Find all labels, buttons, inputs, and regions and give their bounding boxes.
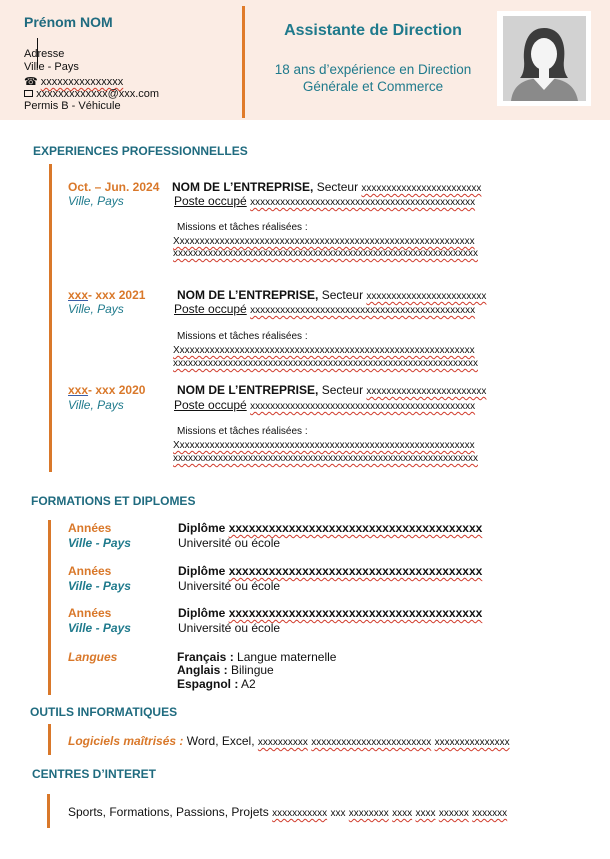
missions-label: Missions et tâches réalisées : [177, 426, 308, 437]
phone-icon: ☎ [24, 76, 38, 88]
education-place: Ville - Pays [68, 536, 131, 550]
experience-place: Ville, Pays [68, 398, 124, 412]
diploma-line: Diplôme xxxxxxxxxxxxxxxxxxxxxxxxxxxxxxxxxxxxxx [178, 521, 483, 535]
license-text: Permis B - Véhicule [24, 100, 121, 112]
experience-position-line: Poste occupé xxxxxxxxxxxxxxxxxxxxxxxxxxxxxxxxxxxxxxxxxxxxx [174, 302, 476, 316]
phone-number: xxxxxxxxxxxxxxx [40, 76, 124, 88]
profile-photo[interactable] [503, 16, 586, 101]
mission-line: Xxxxxxxxxxxxxxxxxxxxxxxxxxxxxxxxxxxxxxxxxxxxxxxxxxxxxxxxxxxx [173, 345, 475, 356]
diploma-line: Diplôme xxxxxxxxxxxxxxxxxxxxxxxxxxxxxxxxxxxxxx [178, 606, 483, 620]
tools-line: Logiciels maîtrisés : Word, Excel, xxxxxxxxxx xxxxxxxxxxxxxxxxxxxxxxxx xxxxxxxxxxxxxxx [68, 734, 510, 748]
school-name: Université ou école [178, 621, 281, 635]
interests-line: Sports, Formations, Passions, Projets xxxxxxxxxxx xxx xxxxxxxx xxxx xxxx xxxxxx xxxxxxx [68, 805, 508, 819]
header-divider [242, 6, 245, 118]
mission-line: Xxxxxxxxxxxxxxxxxxxxxxxxxxxxxxxxxxxxxxxxxxxxxxxxxxxxxxxxxxxx [173, 236, 475, 247]
experience-place: Ville, Pays [68, 302, 124, 316]
experience-line-1: 18 ans d’expérience en Direction [274, 62, 472, 77]
language-item: Français : Langue maternelle [177, 650, 337, 664]
missions-label: Missions et tâches réalisées : [177, 222, 308, 233]
computer-icon [24, 90, 33, 97]
section-title-interests: CENTRES D’INTERET [32, 767, 157, 781]
candidate-name: Prénom NOM [24, 14, 113, 30]
diploma-line: Diplôme xxxxxxxxxxxxxxxxxxxxxxxxxxxxxxxxxxxxxx [178, 564, 483, 578]
interests-bar [47, 794, 50, 828]
avatar-placeholder-icon [503, 16, 586, 101]
education-timeline-bar [48, 520, 51, 695]
education-years: Années [68, 606, 112, 620]
experience-company-line: NOM DE L’ENTREPRISE, Secteur xxxxxxxxxxxxxxxxxxxxxxxx [172, 180, 482, 194]
education-years: Années [68, 521, 112, 535]
experience-company-line: NOM DE L’ENTREPRISE, Secteur xxxxxxxxxxxxxxxxxxxxxxxx [177, 288, 487, 302]
education-years: Années [68, 564, 112, 578]
experience-place: Ville, Pays [68, 194, 124, 208]
experience-position-line: Poste occupé xxxxxxxxxxxxxxxxxxxxxxxxxxxxxxxxxxxxxxxxxxxxx [174, 398, 476, 412]
mission-line: xxxxxxxxxxxxxxxxxxxxxxxxxxxxxxxxxxxxxxxxxxxxxxxxxxxxxxxxxxxxx [173, 453, 478, 464]
phone-line [24, 75, 123, 88]
languages-label: Langues [68, 650, 118, 664]
language-item: Espagnol : A2 [177, 677, 256, 691]
education-place: Ville - Pays [68, 621, 131, 635]
experience-position-line: Poste occupé xxxxxxxxxxxxxxxxxxxxxxxxxxxxxxxxxxxxxxxxxxxxx [174, 194, 476, 208]
driving-license [24, 100, 121, 112]
experience-date: xxx- xxx 2021 [68, 288, 146, 302]
tools-bar [48, 724, 51, 755]
mission-line: xxxxxxxxxxxxxxxxxxxxxxxxxxxxxxxxxxxxxxxxxxxxxxxxxxxxxxxxxxxxx [173, 248, 478, 259]
experience-date: Oct. – Jun. 2024 [68, 180, 160, 194]
language-item: Anglais : Bilingue [177, 663, 274, 677]
experience-summary [258, 61, 488, 95]
city-country: Ville - Pays [24, 61, 79, 73]
experience-company-line: NOM DE L’ENTREPRISE, Secteur xxxxxxxxxxxxxxxxxxxxxxxx [177, 383, 487, 397]
email-address: xxxxxxxxxxxxx@xxx.com [36, 88, 160, 100]
experience-date: xxx- xxx 2020 [68, 383, 146, 397]
email-line [24, 88, 159, 100]
address: Adresse [24, 48, 65, 60]
job-title: Assistante de Direction [284, 22, 462, 39]
section-title-education: FORMATIONS ET DIPLOMES [31, 494, 196, 508]
section-title-experience: EXPERIENCES PROFESSIONNELLES [33, 144, 248, 158]
school-name: Université ou école [178, 536, 281, 550]
education-place: Ville - Pays [68, 579, 131, 593]
mission-line: xxxxxxxxxxxxxxxxxxxxxxxxxxxxxxxxxxxxxxxxxxxxxxxxxxxxxxxxxxxxx [173, 358, 478, 369]
section-title-tools: OUTILS INFORMATIQUES [30, 705, 178, 719]
experience-timeline-bar [49, 164, 52, 472]
missions-label: Missions et tâches réalisées : [177, 331, 308, 342]
school-name: Université ou école [178, 579, 281, 593]
mission-line: Xxxxxxxxxxxxxxxxxxxxxxxxxxxxxxxxxxxxxxxxxxxxxxxxxxxxxxxxxxxx [173, 440, 475, 451]
experience-line-2: Générale et Commerce [302, 79, 444, 94]
